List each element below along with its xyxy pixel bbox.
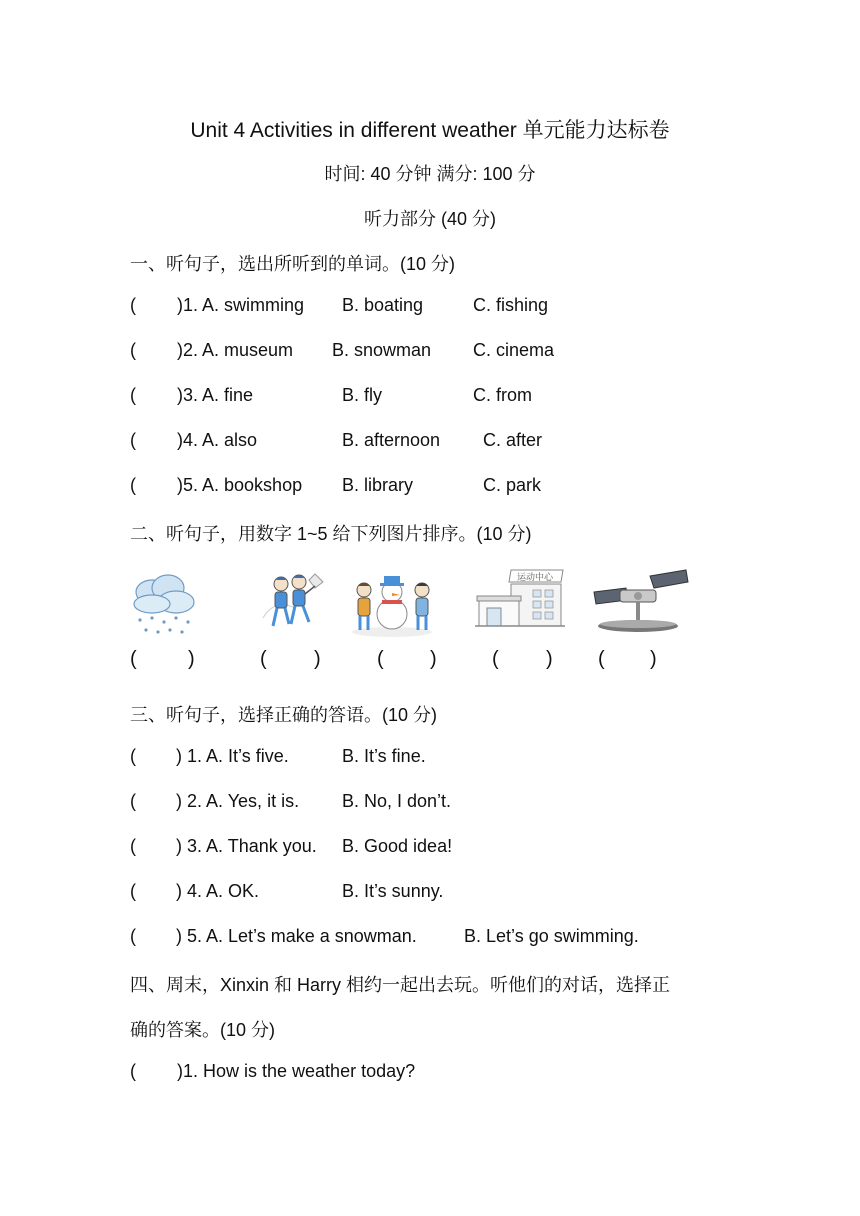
option-a: )2. A. museum bbox=[177, 340, 294, 360]
answer-paren: ( bbox=[130, 430, 136, 450]
answer-blank-open: ( bbox=[598, 648, 605, 670]
option-a: )4. A. also bbox=[177, 430, 258, 450]
option-b: B. afternoon bbox=[342, 430, 441, 450]
sign-text: 运动中心 bbox=[516, 573, 554, 583]
time-and-score: 时间: 40 分钟 满分: 100 分 bbox=[324, 164, 536, 184]
answer-blank-close: ) bbox=[314, 648, 321, 670]
section1-heading: 一、听句子，选出所听到的单词。(10 分) bbox=[130, 254, 456, 274]
option-a: ) 1. A. It’s five. bbox=[176, 746, 289, 766]
answer-paren: ( bbox=[130, 385, 136, 405]
option-b: B. No, I don’t. bbox=[342, 791, 452, 811]
option-a: ) 5. A. Let’s make a snowman. bbox=[176, 926, 417, 946]
option-b: B. fly bbox=[342, 385, 383, 405]
answer-paren: ( bbox=[130, 340, 136, 360]
answer-paren: ( bbox=[130, 746, 136, 766]
answer-blank-open: ( bbox=[260, 648, 267, 670]
option-a: )5. A. bookshop bbox=[177, 475, 303, 495]
page-title: Unit 4 Activities in different weather 单元能力达标卷 bbox=[190, 119, 670, 142]
option-b: B. It’s fine. bbox=[342, 746, 426, 766]
option-c: C. fishing bbox=[473, 295, 549, 315]
rain-cloud-icon bbox=[130, 568, 200, 638]
snowman-kids-icon bbox=[350, 568, 435, 638]
section3-heading: 三、听句子，选择正确的答语。(10 分) bbox=[130, 705, 438, 725]
option-b: B. It’s sunny. bbox=[342, 881, 444, 901]
answer-blank-close: ) bbox=[430, 648, 437, 670]
answer-paren: ( bbox=[130, 881, 136, 901]
option-c: C. cinema bbox=[473, 340, 555, 360]
section4-heading-line2: 确的答案。(10 分) bbox=[130, 1020, 276, 1040]
option-b: B. boating bbox=[342, 295, 424, 315]
children-flying-icon bbox=[255, 568, 325, 638]
answer-blank-open: ( bbox=[130, 648, 137, 670]
option-b: B. snowman bbox=[332, 340, 432, 360]
answer-paren: ( bbox=[130, 295, 136, 315]
option-a: )1. A. swimming bbox=[177, 295, 305, 315]
option-c: C. from bbox=[473, 385, 533, 405]
answer-blank-close: ) bbox=[188, 648, 195, 670]
question-text: )1. How is the weather today? bbox=[177, 1061, 416, 1081]
option-b: B. library bbox=[342, 475, 414, 495]
answer-blank-close: ) bbox=[546, 648, 553, 670]
answer-blank-open: ( bbox=[377, 648, 384, 670]
answer-blank-close: ) bbox=[650, 648, 657, 670]
section4-heading-line1: 四、周末，Xinxin 和 Harry 相约一起出去玩。听他们的对话，选择正 bbox=[130, 975, 671, 995]
option-b: B. Let’s go swimming. bbox=[464, 926, 639, 946]
section2-heading: 二、听句子，用数字 1~5 给下列图片排序。(10 分) bbox=[130, 524, 532, 544]
option-a: ) 4. A. OK. bbox=[176, 881, 260, 901]
answer-paren: ( bbox=[130, 475, 136, 495]
answer-paren: ( bbox=[130, 1061, 136, 1081]
option-a: )3. A. fine bbox=[177, 385, 254, 405]
sports-center-icon bbox=[475, 568, 565, 638]
option-a: ) 3. A. Thank you. bbox=[176, 836, 317, 856]
answer-paren: ( bbox=[130, 791, 136, 811]
answer-blank-open: ( bbox=[492, 648, 499, 670]
option-b: B. Good idea! bbox=[342, 836, 453, 856]
option-c: C. park bbox=[483, 475, 542, 495]
option-a: ) 2. A. Yes, it is. bbox=[176, 791, 300, 811]
option-c: C. after bbox=[483, 430, 543, 450]
space-station-icon bbox=[590, 568, 690, 638]
answer-paren: ( bbox=[130, 926, 136, 946]
part-heading: 听力部分 (40 分) bbox=[363, 209, 496, 229]
answer-paren: ( bbox=[130, 836, 136, 856]
